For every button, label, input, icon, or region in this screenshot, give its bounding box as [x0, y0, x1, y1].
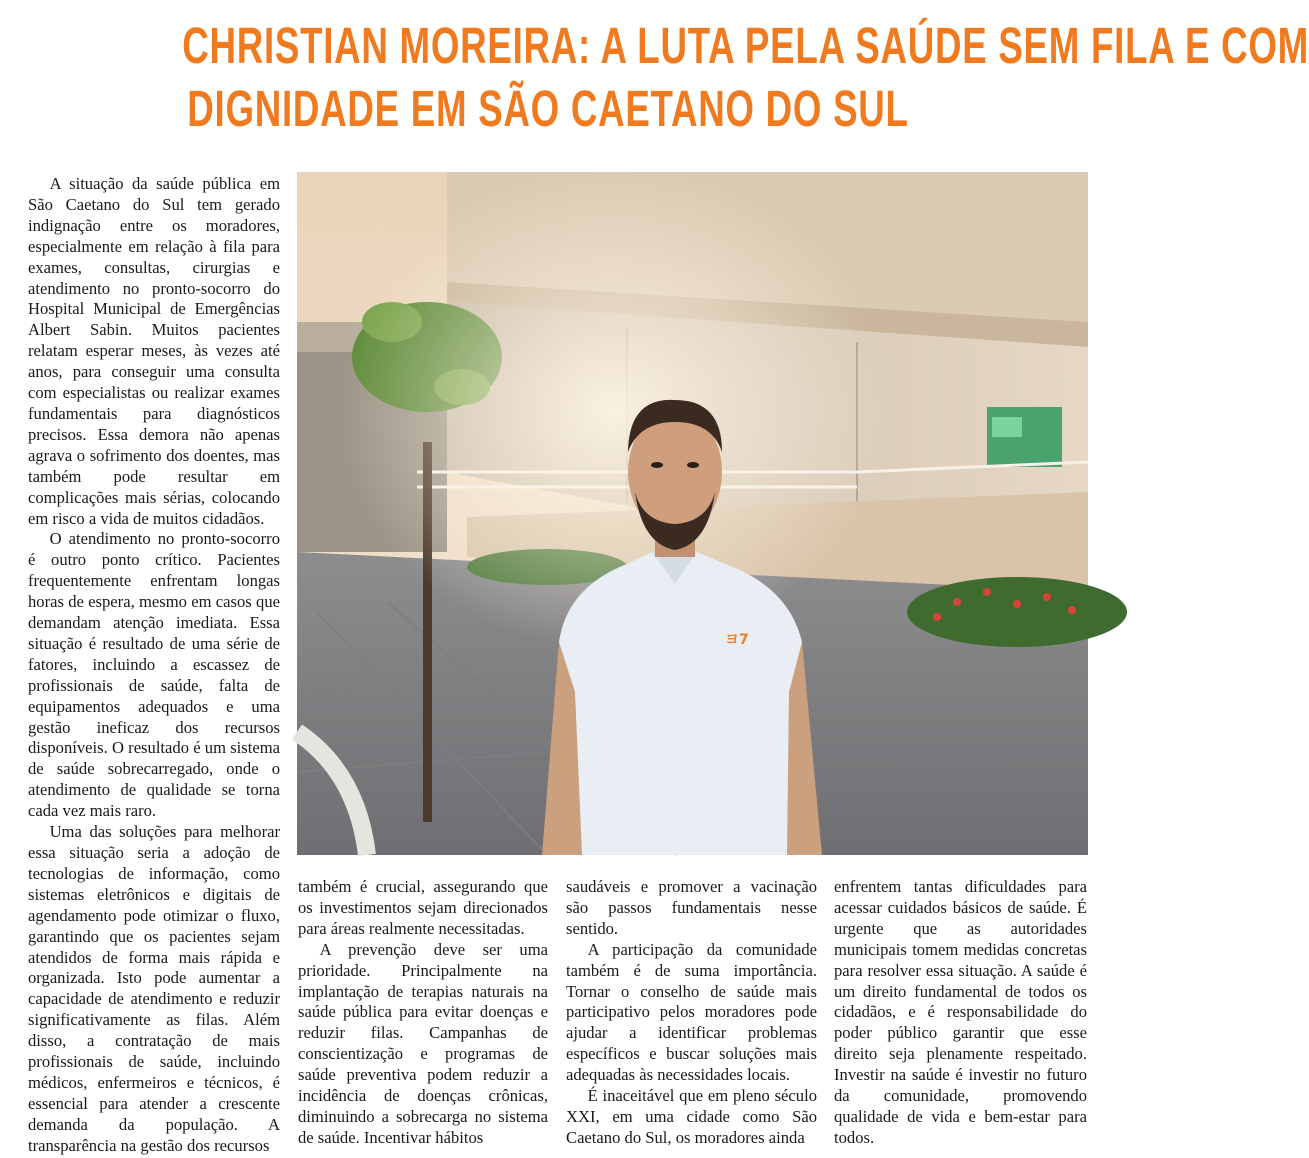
article-column-4 [834, 877, 1087, 1147]
article-column-2 [298, 877, 548, 1147]
article-column-3 [566, 877, 817, 1147]
article-photo [297, 172, 1088, 855]
shirt-logo: ヨ7 [725, 632, 749, 648]
paragraph: A situação da saúde pública em São Caetano do Sul tem gerado indignação entre os moradores, especialmente em relação à fila para exames, consultas, cirurgias e atendimento no pronto-socorro do Hospital Municipal de Emergências Albert Sabin. Muitos pacientes relatam esperar meses, às vezes até anos, para conseguir uma consulta com especialistas ou realizar exames fundamentais para diagnósticos precisos. Essa demora não apenas agrava o sofrimento dos doentes, mas também pode resultar em complicações mais sérias, colocando em risco a vida de muitos cidadãos. [28, 174, 280, 528]
paragraph: É inaceitável que em pleno século XXI, em uma cidade como São Caetano do Sul, os moradores ainda [566, 1086, 817, 1147]
photo-illustration [297, 172, 1088, 855]
paragraph: A prevenção deve ser uma prioridade. Principalmente na implantação de terapias naturais na saúde pública para evitar doenças e reduzir filas. Campanhas de conscientização e programas de saúde preventiva podem reduzir a incidência de doenças crônicas, diminuindo a sobrecarga no sistema de saúde. Incentivar hábitos [298, 939, 548, 1147]
paragraph: também é crucial, assegurando que os investimentos sejam direcionados para áreas realmente necessitadas. [298, 877, 548, 938]
headline-line-2: DIGNIDADE EM SÃO CAETANO DO SUL [187, 80, 909, 137]
paragraph: saudáveis e promover a vacinação são passos fundamentais nesse sentido. [566, 877, 817, 938]
paragraph: O atendimento no pronto-socorro é outro ponto crítico. Pacientes frequentemente enfrentam longas horas de espera, mesmo em casos que demandam atenção imediata. Essa situação é resultado de uma série de fatores, incluindo a escassez de profissionais de saúde, falta de equipamentos adequados e uma gestão ineficaz dos recursos disponíveis. O resultado é um sistema de saúde sobrecarregado, onde o atendimento de qualidade se torna cada vez mais raro. [28, 529, 280, 821]
article-headline [182, 14, 1309, 140]
headline-line-1: CHRISTIAN MOREIRA: A LUTA PELA SAÚDE SEM FILA E COM [182, 17, 1309, 74]
paragraph: enfrentem tantas dificuldades para acessar cuidados básicos de saúde. É urgente que as autoridades municipais tomem medidas concretas para resolver essa situação. A saúde é um direito fundamental de todos os cidadãos, e é responsabilidade do poder público garantir que esse direito seja plenamente respeitado. Investir na saúde é investir no futuro da comunidade, promovendo qualidade de vida e bem-estar para todos. [834, 877, 1087, 1147]
shirt [559, 552, 802, 855]
paragraph: Uma das soluções para melhorar essa situação seria a adoção de tecnologias de informação, como sistemas eletrônicos e digitais de agendamento pode otimizar o fluxo, garantindo que os pacientes sejam atendidos de forma mais rápida e organizada. Isto pode aumentar a capacidade de atendimento e reduzir significativamente as filas. Além disso, a contratação de mais profissionais de saúde, incluindo médicos, enfermeiros e técnicos, é essencial para atender a crescente demanda da população. A transparência na gestão dos recursos [28, 822, 280, 1155]
paragraph: A participação da comunidade também é de suma importância. Tornar o conselho de saúde mais participativo pelos moradores pode ajudar a identificar problemas específicos e buscar soluções mais adequadas às necessidades locais. [566, 939, 817, 1085]
article-column-1 [28, 174, 280, 1155]
